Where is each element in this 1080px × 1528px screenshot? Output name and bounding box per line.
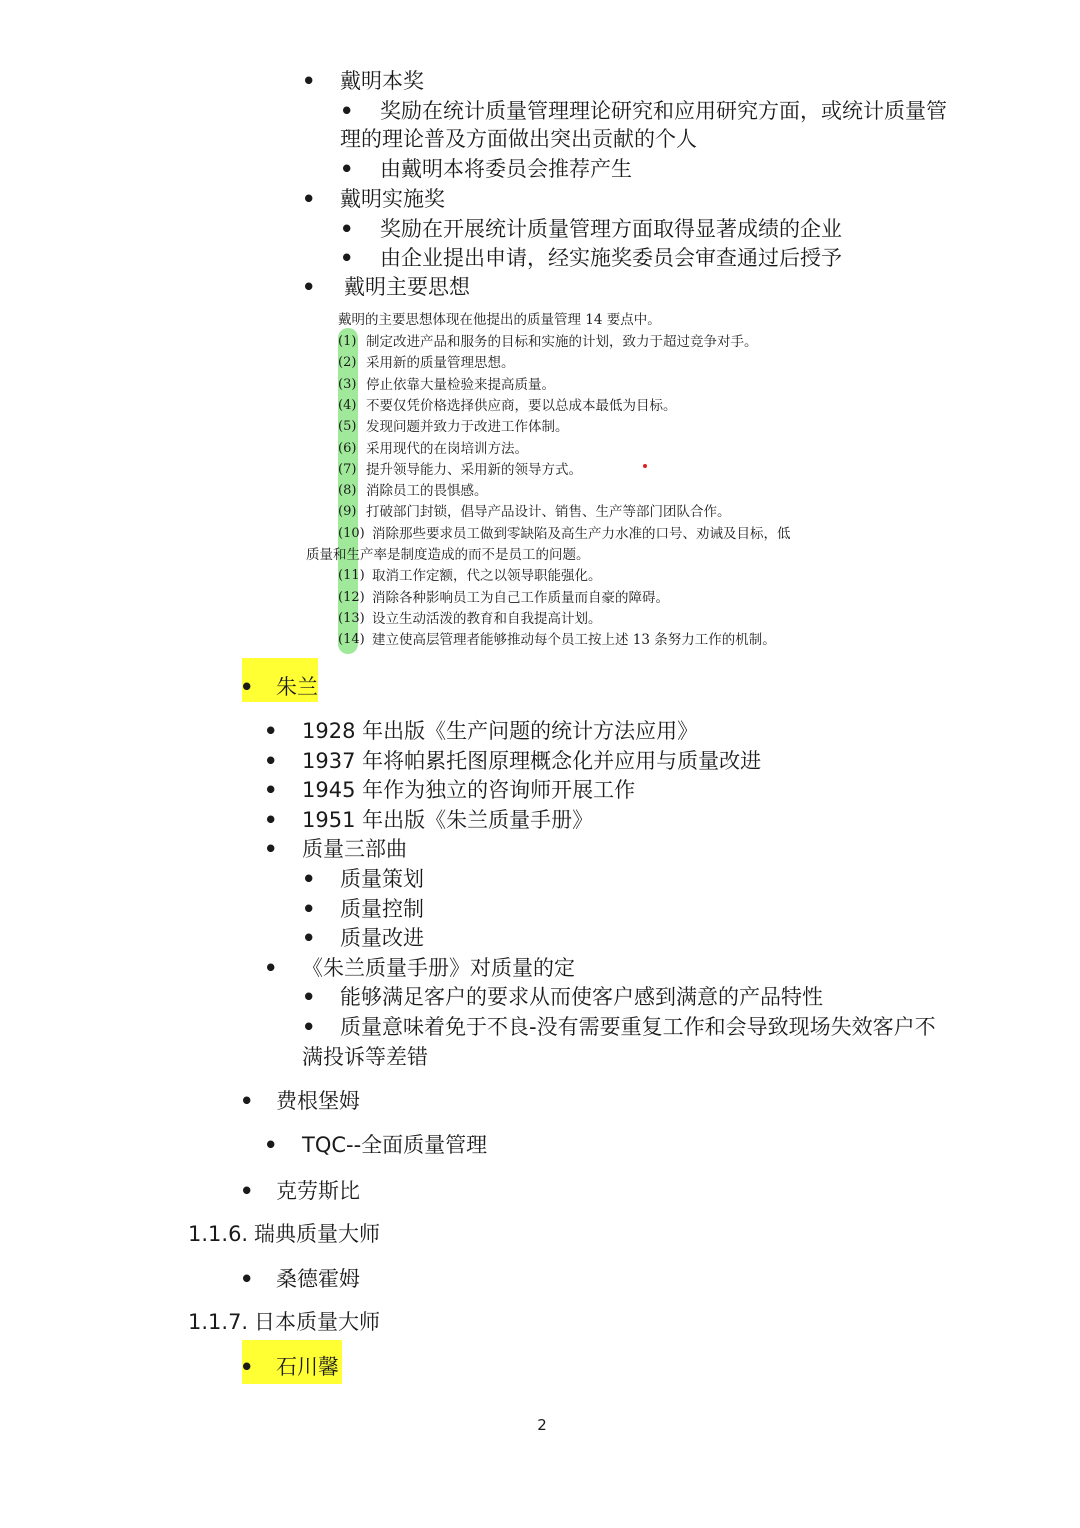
- definition-1-text: 能够满足客户的要求从而使客户感到满意的产品特性: [340, 985, 823, 1009]
- bullet: •: [240, 675, 254, 699]
- section-1-1-7-title: 日本质量大师: [254, 1310, 380, 1334]
- point-text: 发现问题并致力于改进工作体制。: [366, 419, 569, 436]
- bullet: •: [302, 1015, 316, 1039]
- bullet: •: [302, 926, 316, 950]
- trilogy-2-text: 质量控制: [340, 897, 424, 921]
- bullet: •: [264, 808, 278, 832]
- point-number: (2): [338, 355, 357, 371]
- point-text: 打破部门封锁，倡导产品设计、销售、生产等部门团队合作。: [366, 504, 731, 521]
- point-number: (4): [338, 397, 357, 413]
- juran-fact-1-text: 1928 年出版《生产问题的统计方法应用》: [302, 719, 699, 743]
- point-text: 制定改进产品和服务的目标和实施的计划，致力于超过竞争对手。: [366, 334, 758, 350]
- point-number: (7): [338, 461, 357, 477]
- bullet: •: [240, 1355, 254, 1379]
- deming-award-title: 戴明本奖: [340, 69, 424, 93]
- bullet: •: [264, 778, 278, 802]
- point-text: 消除员工的畏惧感。: [366, 483, 488, 500]
- bullet: •: [264, 749, 278, 773]
- point-text: 设立生动活泼的教育和自我提高计划。: [372, 610, 602, 627]
- point-number: (6): [338, 440, 357, 456]
- point-number: (12): [338, 589, 365, 605]
- point-text: 质量和生产率是制度造成的而不是员工的问题。: [306, 547, 590, 563]
- bullet: •: [302, 867, 316, 891]
- bullet: •: [264, 1133, 278, 1157]
- point-text: 消除那些要求员工做到零缺陷及高生产力水准的口号、劝诫及目标，低: [372, 525, 791, 542]
- point-text: 停止依靠大量检验来提高质量。: [366, 376, 555, 393]
- trilogy-1-text: 质量策划: [340, 867, 424, 891]
- point-number: (9): [338, 504, 357, 520]
- point-text: 取消工作定额，代之以领导职能强化。: [372, 568, 602, 585]
- point-number: (11): [338, 568, 365, 584]
- juran-definition-title: 《朱兰质量手册》对质量的定: [302, 956, 575, 980]
- deming-ideas-title: 戴明主要思想: [344, 275, 470, 299]
- sandholm-name: 桑德霍姆: [276, 1267, 360, 1291]
- bullet: •: [340, 157, 354, 181]
- section-1-1-6-title: 瑞典质量大师: [254, 1222, 380, 1246]
- juran-fact-3-text: 1945 年作为独立的咨询师开展工作: [302, 778, 636, 802]
- trilogy-3-text: 质量改进: [340, 926, 424, 950]
- ishikawa-name: 石川馨: [276, 1355, 339, 1379]
- bullet: •: [240, 1179, 254, 1203]
- point-number: (13): [338, 610, 365, 626]
- deming-impl-sub-1-text: 奖励在开展统计质量管理方面取得显著成绩的企业: [380, 217, 842, 241]
- point-number: (14): [338, 632, 365, 648]
- bullet: •: [302, 897, 316, 921]
- juran-name: 朱兰: [276, 675, 318, 699]
- bullet: •: [302, 985, 316, 1009]
- bullet: •: [340, 99, 354, 123]
- red-dot-mark: [643, 464, 647, 468]
- feigenbaum-tqc: TQC--全面质量管理: [302, 1133, 488, 1157]
- deming-award-sub-2-text: 由戴明本将委员会推荐产生: [380, 157, 632, 181]
- juran-fact-2-text: 1937 年将帕累托图原理概念化并应用与质量改进: [302, 749, 762, 773]
- point-text: 建立使高层管理者能够推动每个员工按上述 13 条努力工作的机制。: [372, 632, 776, 649]
- deming-award-sub-1-line-2: 理的理论普及方面做出突出贡献的个人: [340, 127, 697, 151]
- feigenbaum-name: 费根堡姆: [276, 1089, 360, 1113]
- section-1-1-6-number: 1.1.6.: [188, 1222, 249, 1246]
- bullet: •: [340, 217, 354, 241]
- bullet: •: [240, 1267, 254, 1291]
- deming-ideas-intro: 戴明的主要思想体现在他提出的质量管理 14 要点中。: [338, 312, 661, 328]
- point-number: (5): [338, 419, 357, 435]
- point-number: (8): [338, 483, 357, 499]
- definition-2-text: 质量意味着免于不良-没有需要重复工作和会导致现场失效客户不: [340, 1015, 936, 1039]
- bullet: •: [264, 837, 278, 861]
- definition-2-text-cont: 满投诉等差错: [302, 1045, 428, 1069]
- bullet: •: [302, 69, 316, 93]
- point-number: (3): [338, 376, 357, 392]
- bullet: •: [264, 719, 278, 743]
- deming-14-points-image: [300, 308, 860, 652]
- deming-impl-title: 戴明实施奖: [340, 187, 445, 211]
- deming-impl-sub-2-text: 由企业提出申请，经实施奖委员会审查通过后授予: [380, 246, 842, 270]
- juran-fact-4-text: 1951 年出版《朱兰质量手册》: [302, 808, 594, 832]
- point-text: 不要仅凭价格选择供应商，要以总成本最低为目标。: [366, 397, 677, 414]
- bullet: •: [240, 1089, 254, 1113]
- point-number: (10): [338, 525, 365, 541]
- point-text: 采用现代的在岗培训方法。: [366, 440, 528, 457]
- bullet: •: [340, 246, 354, 270]
- section-1-1-7-number: 1.1.7.: [188, 1310, 249, 1334]
- crosby-name: 克劳斯比: [276, 1179, 360, 1203]
- bullet: •: [302, 187, 316, 211]
- bullet: •: [264, 956, 278, 980]
- page-number: 2: [537, 1416, 547, 1434]
- point-text: 提升领导能力、采用新的领导方式。: [366, 461, 582, 478]
- juran-fact-5-text: 质量三部曲: [302, 837, 407, 861]
- point-number: (1): [338, 334, 357, 349]
- point-text: 采用新的质量管理思想。: [366, 355, 515, 372]
- bullet: •: [302, 275, 316, 299]
- point-text: 消除各种影响员工为自己工作质量而自豪的障碍。: [372, 589, 669, 606]
- deming-award-sub-1-line-1: 奖励在统计质量管理理论研究和应用研究方面，或统计质量管: [380, 99, 947, 123]
